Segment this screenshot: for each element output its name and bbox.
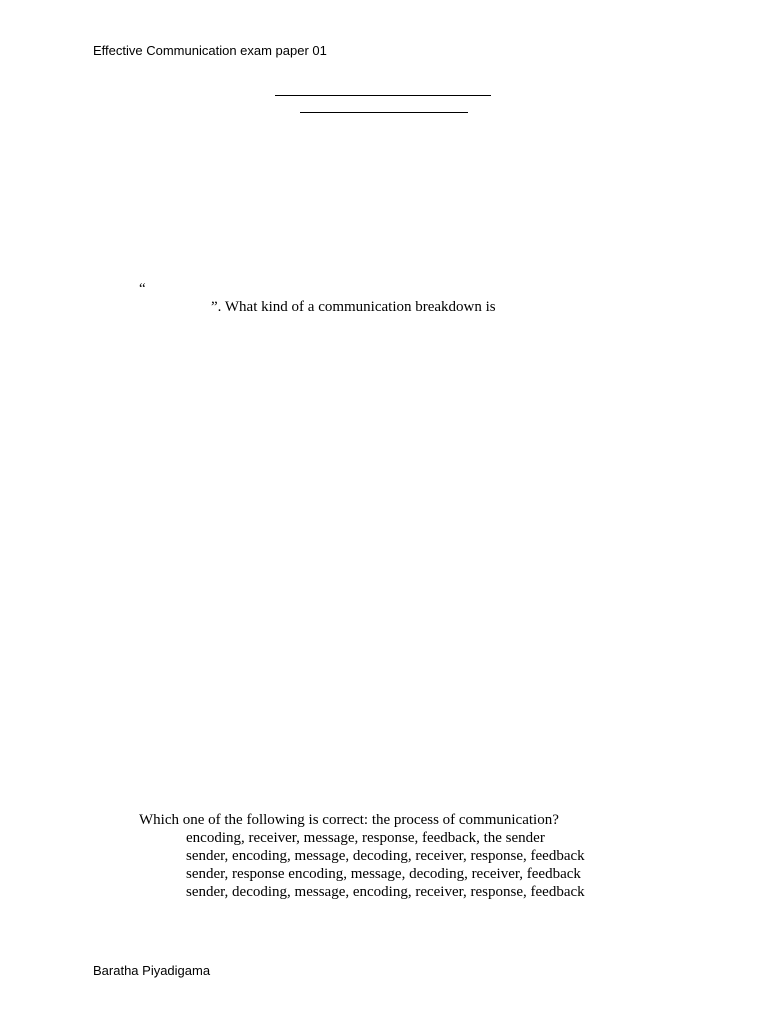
mcq-option: sender, encoding, message, decoding, receiver, response, feedback: [186, 848, 585, 864]
mcq-option: sender, response encoding, message, decoding, receiver, feedback: [186, 866, 581, 882]
subtitle-underline: [300, 112, 468, 113]
multiple-choice-question: [139, 811, 585, 901]
mcq-question-text: Which one of the following is correct: the process of communication?: [139, 812, 559, 828]
mcq-option: sender, decoding, message, encoding, receiver, response, feedback: [186, 884, 585, 900]
page-footer-author: Baratha Piyadigama: [93, 963, 211, 978]
opening-quote-mark: “: [139, 281, 146, 297]
page-header: Effective Communication exam paper 01: [93, 43, 327, 58]
mcq-options-list: [139, 829, 585, 901]
question-fragment: ”. What kind of a communication breakdown is: [211, 299, 496, 315]
title-underline: [275, 95, 491, 96]
mcq-option: encoding, receiver, message, response, feedback, the sender: [186, 830, 545, 846]
